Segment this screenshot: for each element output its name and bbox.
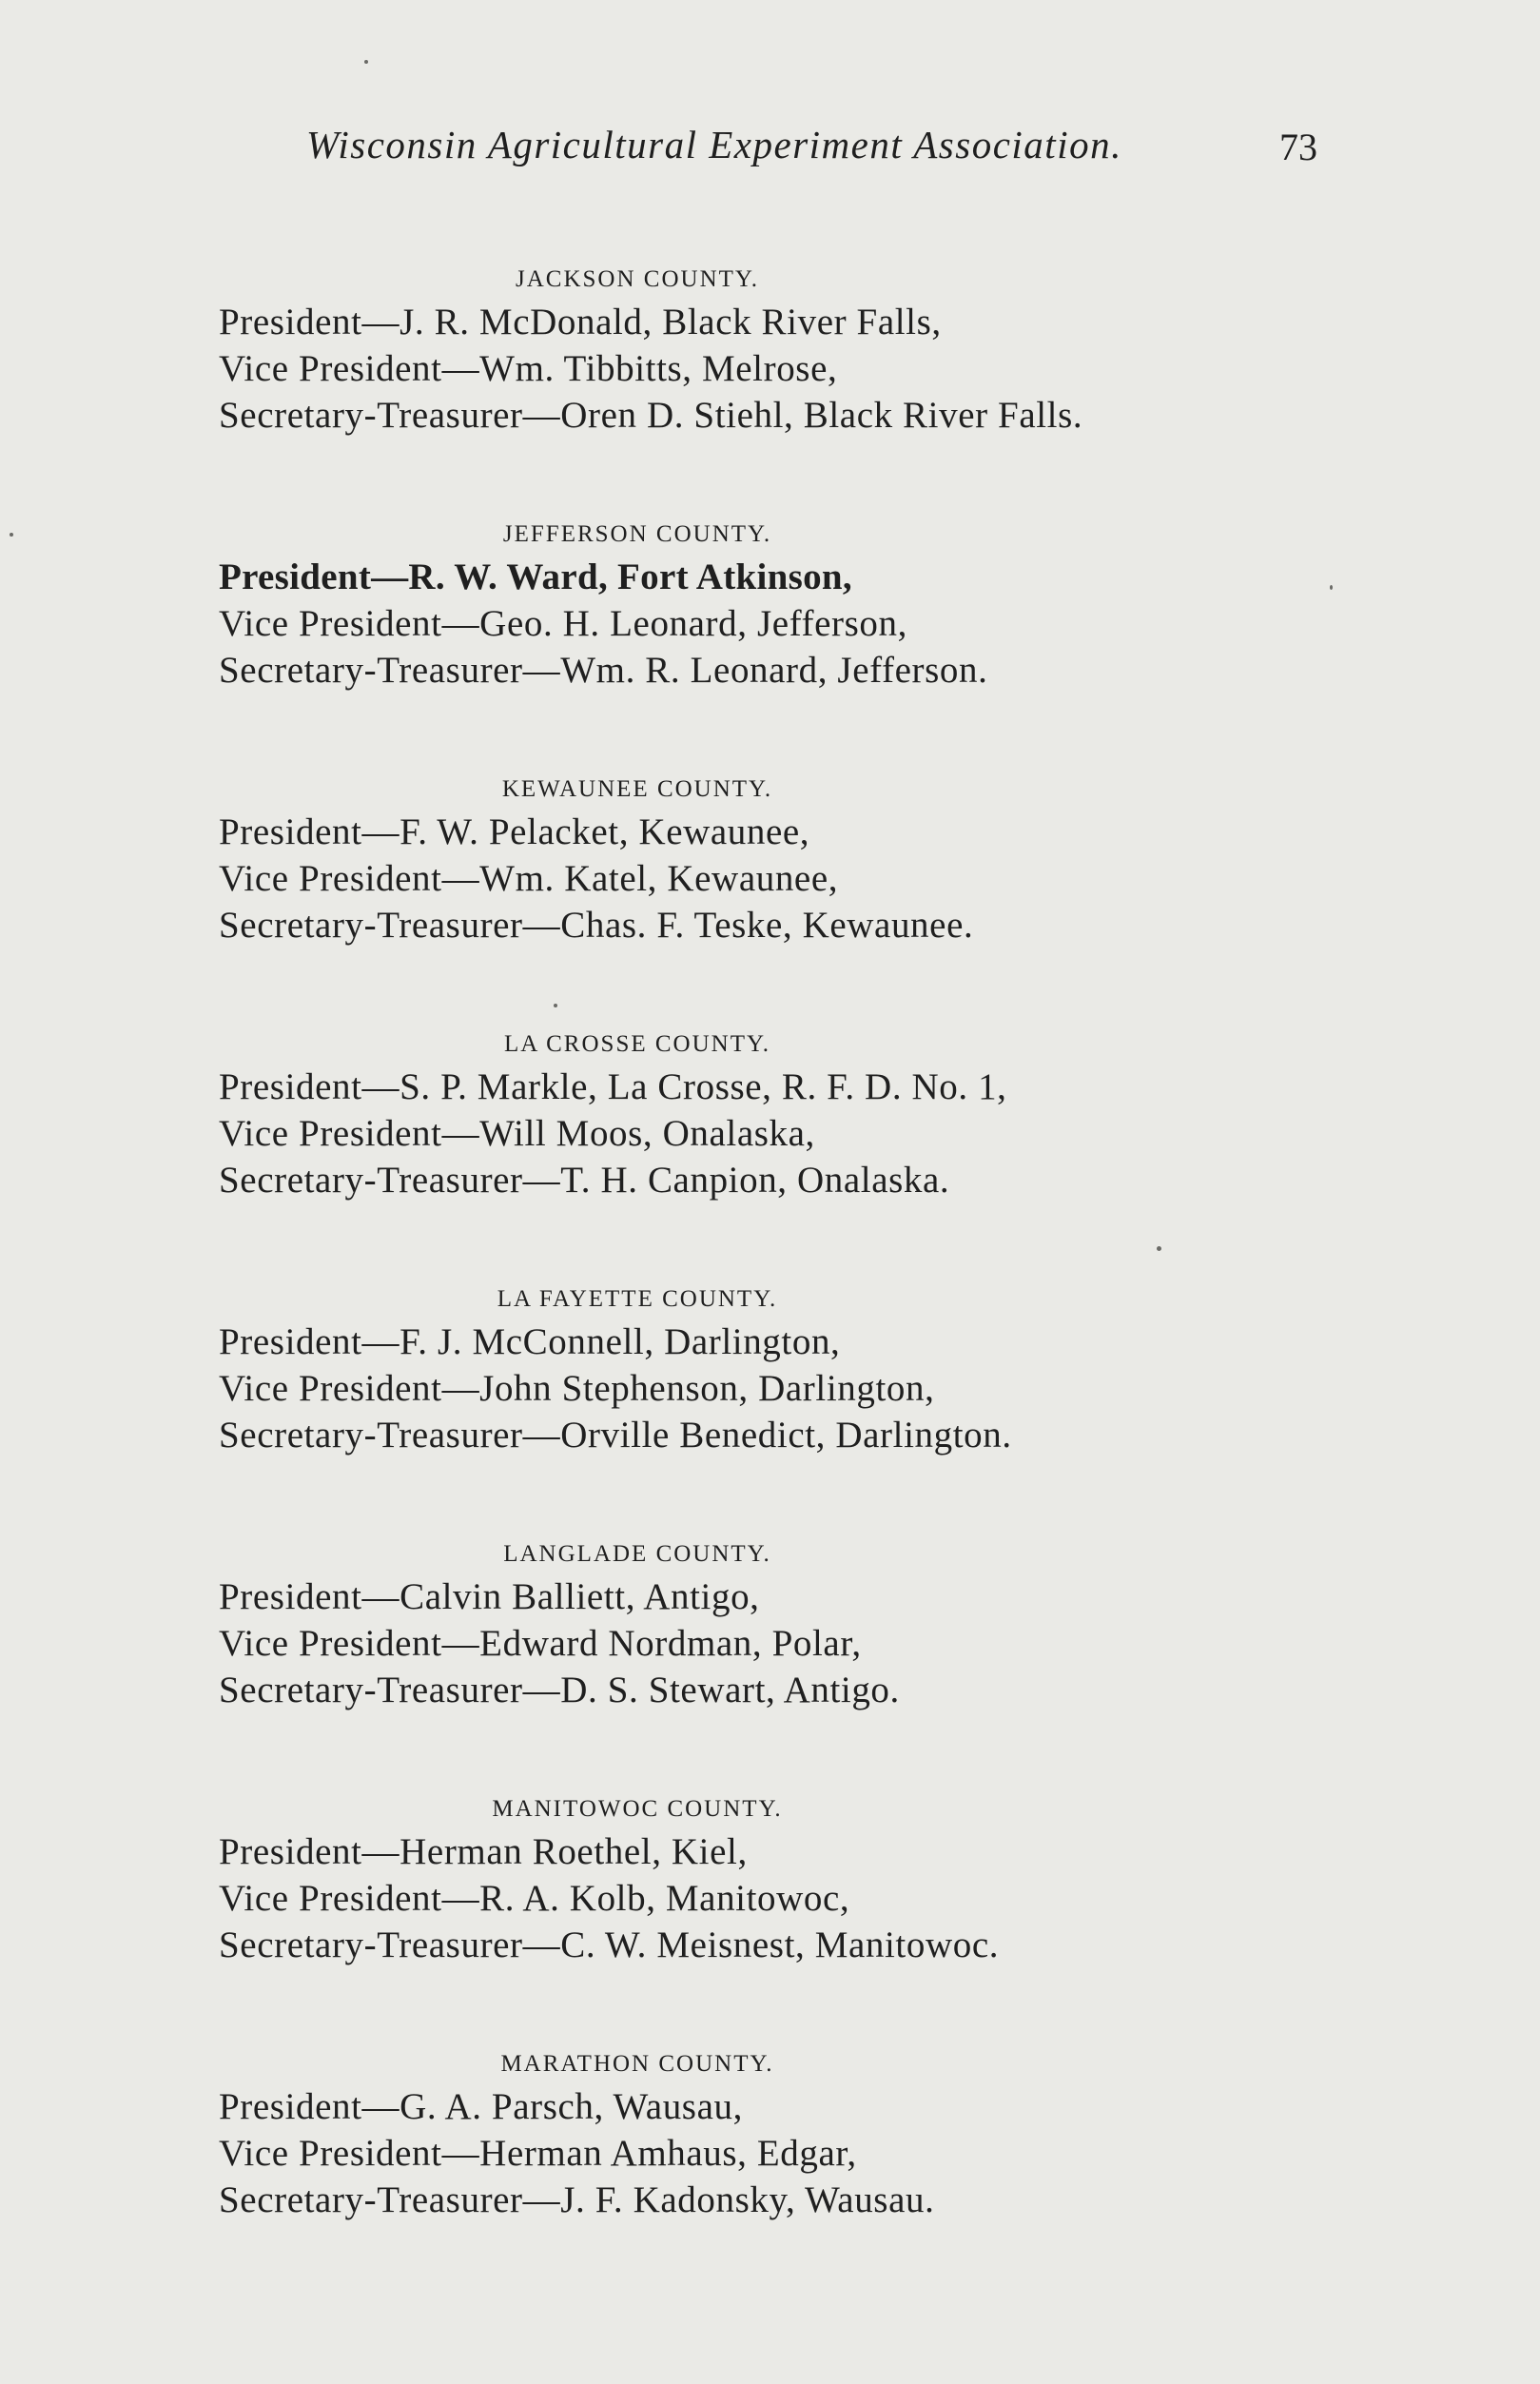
vice-president-line: Vice President—Wm. Tibbitts, Melrose,: [219, 348, 838, 389]
county-section: [219, 1026, 1313, 1280]
county-section: [219, 771, 1313, 1026]
secretary-treasurer-line: Secretary-Treasurer—Chas. F. Teske, Kewaunee.: [219, 905, 974, 946]
scan-speck: [554, 1004, 557, 1007]
county-heading: KEWAUNEE COUNTY.: [501, 776, 773, 802]
county-section: [219, 1790, 1313, 2045]
president-line: President—J. R. McDonald, Black River Falls,: [219, 302, 942, 342]
president-line: President—Calvin Balliett, Antigo,: [219, 1576, 760, 1617]
president-line: President—Herman Roethel, Kiel,: [219, 1831, 748, 1872]
president-line: President—F. W. Pelacket, Kewaunee,: [219, 811, 810, 852]
county-heading: LANGLADE COUNTY.: [503, 1541, 771, 1567]
county-officers-list: [219, 261, 1313, 2300]
running-title: Wisconsin Agricultural Experiment Association.: [306, 123, 1122, 166]
page-number: 73: [1279, 126, 1317, 168]
president-line: President—G. A. Parsch, Wausau,: [219, 2086, 743, 2127]
county-heading: MARATHON COUNTY.: [500, 2051, 774, 2077]
vice-president-line: Vice President—Will Moos, Onalaska,: [219, 1113, 815, 1154]
president-line: President—R. W. Ward, Fort Atkinson,: [219, 557, 852, 597]
scan-speck: [10, 533, 13, 537]
secretary-treasurer-line: Secretary-Treasurer—D. S. Stewart, Antigo.: [219, 1670, 900, 1710]
president-line: President—F. J. McConnell, Darlington,: [219, 1321, 841, 1362]
scan-speck: [1330, 585, 1333, 590]
secretary-treasurer-line: Secretary-Treasurer—Orville Benedict, Darlington.: [219, 1415, 1012, 1456]
county-heading: MANITOWOC COUNTY.: [492, 1796, 783, 1822]
secretary-treasurer-line: Secretary-Treasurer—T. H. Canpion, Onalaska.: [219, 1160, 950, 1201]
secretary-treasurer-line: Secretary-Treasurer—Wm. R. Leonard, Jefferson.: [219, 650, 988, 691]
county-section: [219, 261, 1313, 516]
vice-president-line: Vice President—Edward Nordman, Polar,: [219, 1623, 862, 1664]
county-heading: LA CROSSE COUNTY.: [503, 1031, 771, 1057]
county-section: [219, 1535, 1313, 1790]
secretary-treasurer-line: Secretary-Treasurer—C. W. Meisnest, Manitowoc.: [219, 1925, 1000, 1965]
county-heading: JACKSON COUNTY.: [516, 266, 759, 292]
secretary-treasurer-line: Secretary-Treasurer—J. F. Kadonsky, Wausau.: [219, 2179, 935, 2220]
county-section: [219, 516, 1313, 771]
vice-president-line: Vice President—R. A. Kolb, Manitowoc,: [219, 1878, 850, 1919]
vice-president-line: Vice President—John Stephenson, Darlington,: [219, 1368, 935, 1409]
scan-speck: [364, 60, 368, 64]
secretary-treasurer-line: Secretary-Treasurer—Oren D. Stiehl, Black River Falls.: [219, 395, 1083, 436]
county-section: [219, 2045, 1313, 2300]
vice-president-line: Vice President—Geo. H. Leonard, Jefferson,: [219, 603, 907, 644]
scan-speck: [1157, 1246, 1161, 1251]
vice-president-line: Vice President—Herman Amhaus, Edgar,: [219, 2133, 857, 2174]
vice-president-line: Vice President—Wm. Katel, Kewaunee,: [219, 858, 839, 899]
president-line: President—S. P. Markle, La Crosse, R. F. D. No. 1,: [219, 1066, 1007, 1107]
county-section: [219, 1280, 1313, 1535]
county-heading: LA FAYETTE COUNTY.: [497, 1286, 778, 1312]
county-heading: JEFFERSON COUNTY.: [502, 521, 772, 547]
